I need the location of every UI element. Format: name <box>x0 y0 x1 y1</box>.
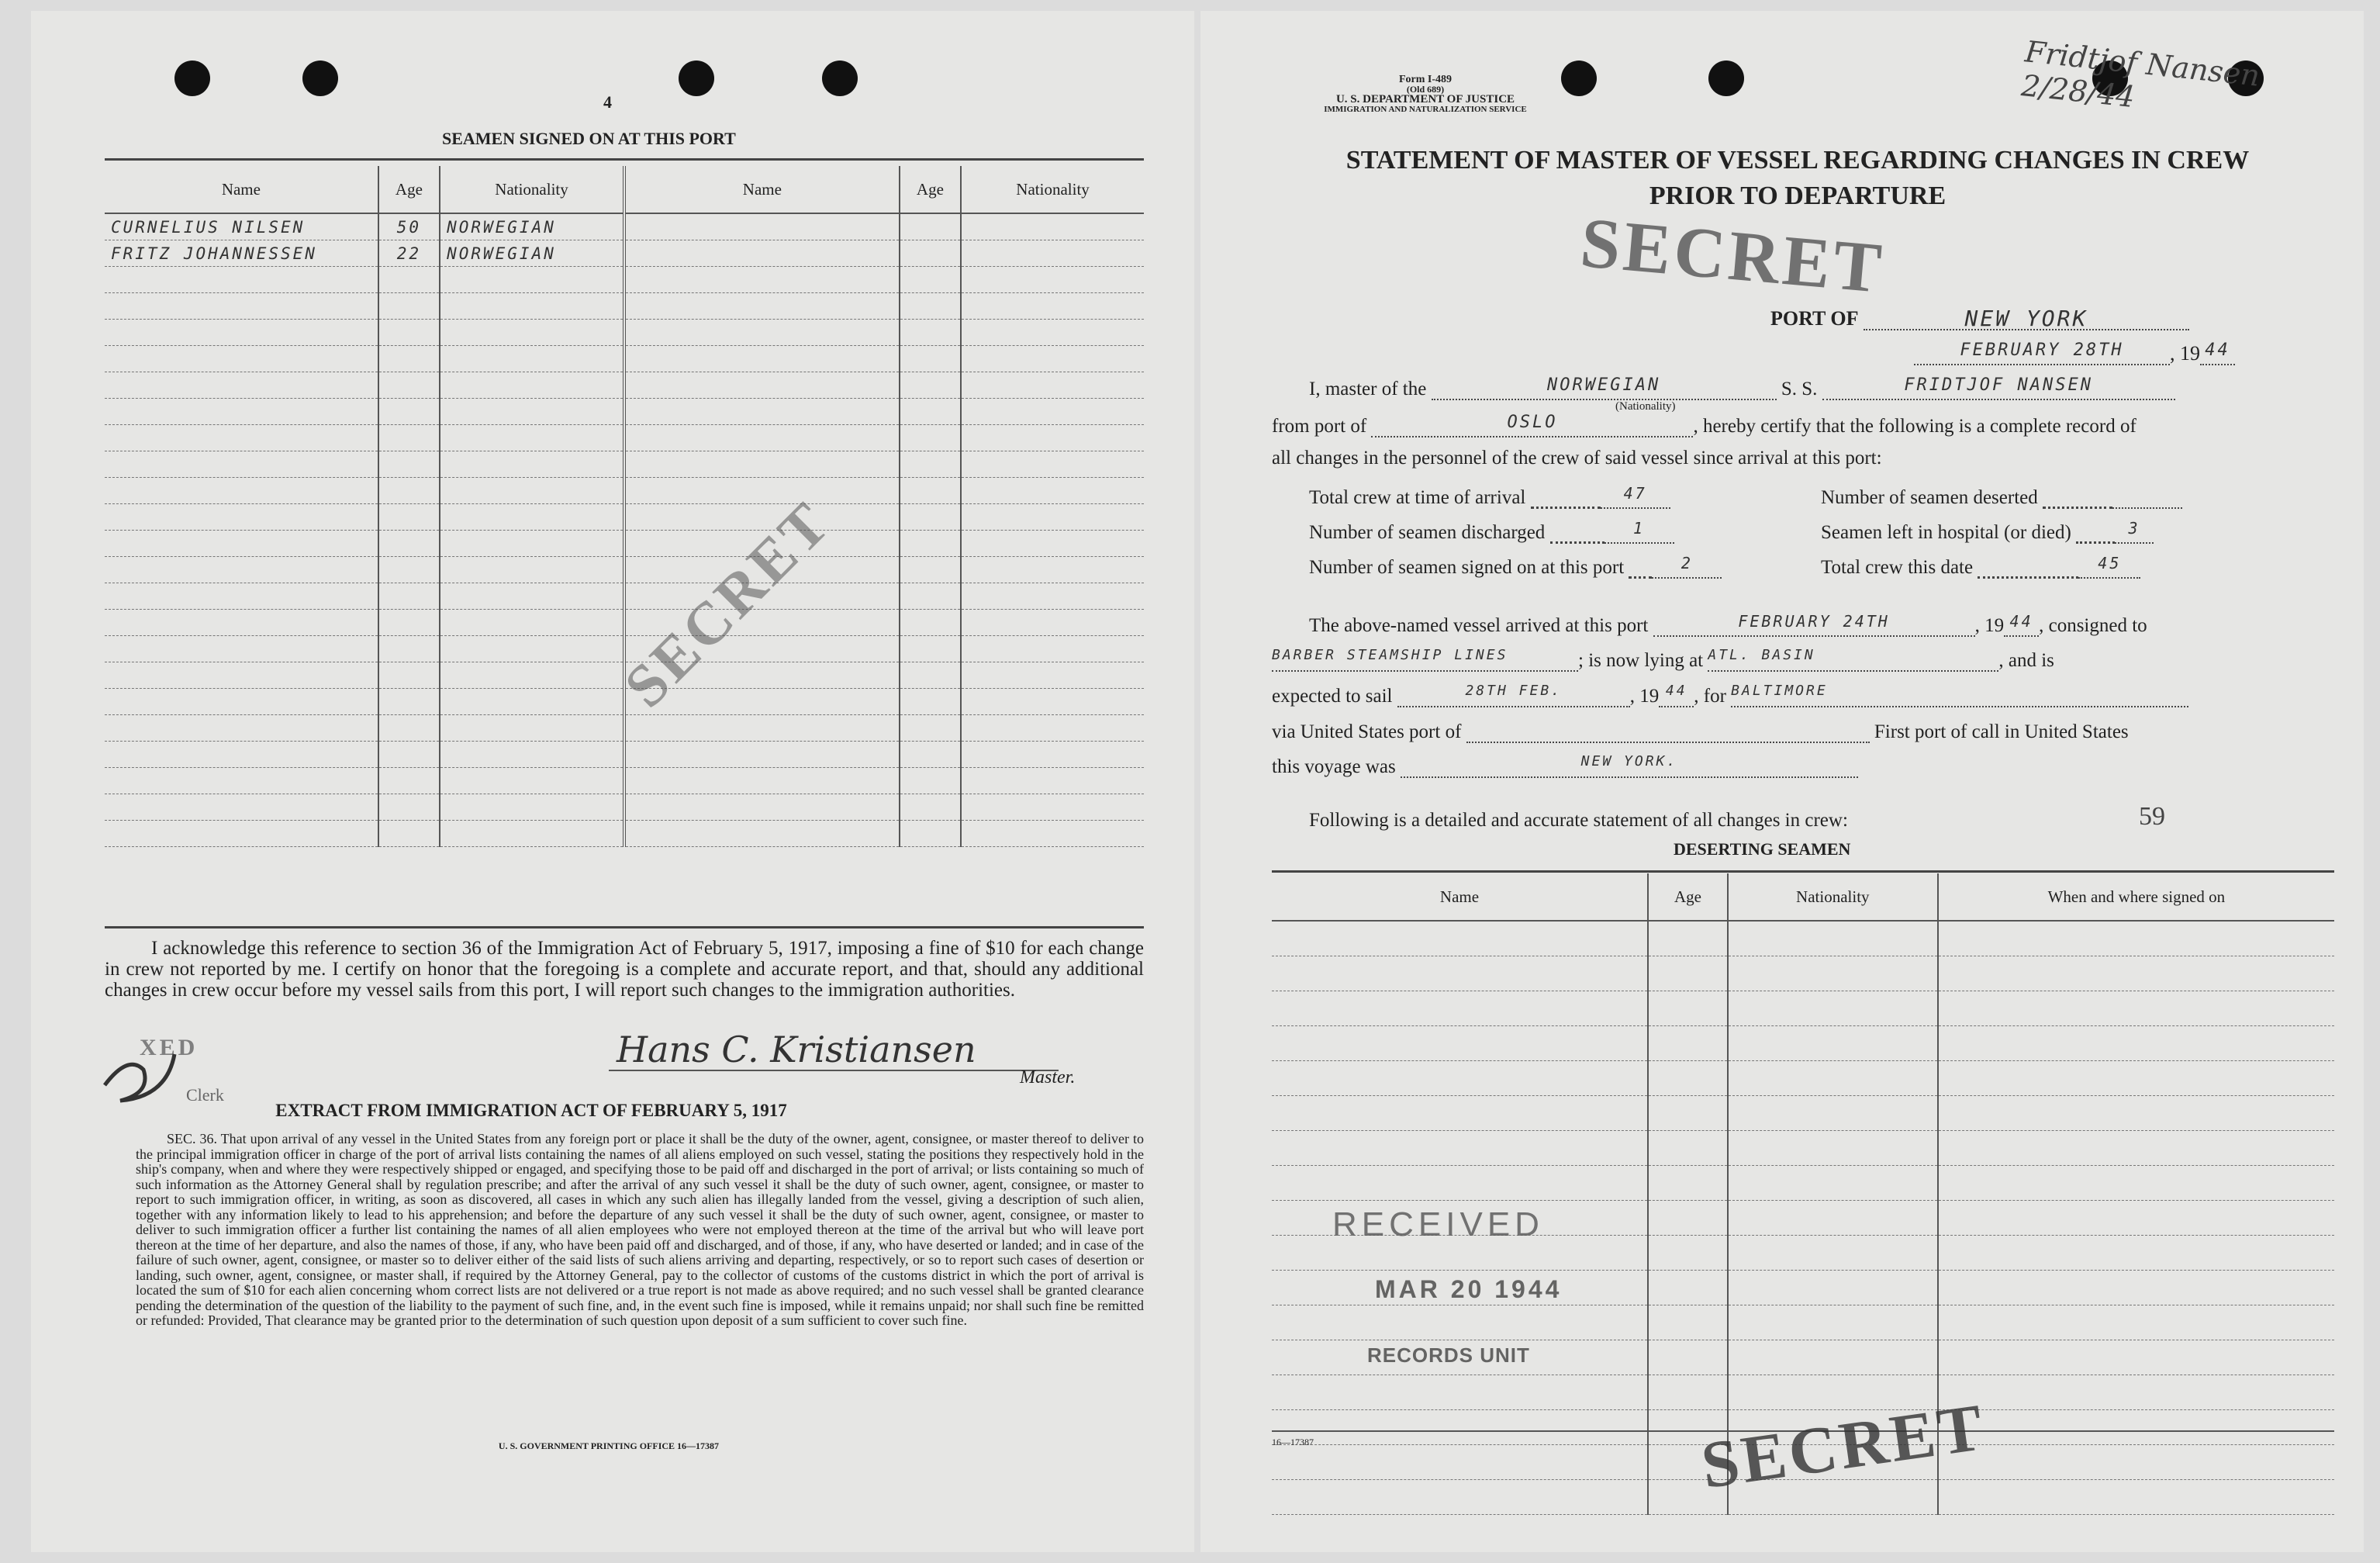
voyage-label: this voyage was <box>1272 756 1396 777</box>
acknowledgement-text: I acknowledge this reference to section 36 of the Immigration Act of February 5, 1917, imposing a fine of $10 for each change in crew not reported by me. I certify on honor that the foregoing is a complete and accurate report, and that, should any additional changes in crew occur before my vessel sails from this port, I will report such changes to the immigration authorities. <box>105 938 1144 1001</box>
department-name: U. S. DEPARTMENT OF JUSTICE <box>1335 93 1515 105</box>
received-stamp: RECEIVED <box>1332 1205 1544 1243</box>
arrived-value: FEBRUARY 24TH <box>1653 612 1975 637</box>
stat-label: Seamen left in hospital (or died) <box>1821 522 2071 543</box>
service-name: IMMIGRATION AND NATURALIZATION SERVICE <box>1324 105 1527 114</box>
via-value-blank <box>1466 718 1870 743</box>
divider <box>1272 870 2334 873</box>
certify-text: , hereby certify that the following is a complete record of <box>1693 416 2136 437</box>
handwritten-note: Fridtjof Nansen 2/28/44 <box>2019 34 2262 115</box>
lying-label: ; is now lying at <box>1578 650 1704 671</box>
left-page <box>31 11 1194 1552</box>
punch-hole <box>174 61 210 96</box>
punch-hole <box>822 61 858 96</box>
title-line-1: STATEMENT OF MASTER OF VESSEL REGARDING CHANGES IN CREW <box>1345 146 2250 175</box>
stat-value <box>2112 484 2182 509</box>
printer-number: 16—17387 <box>1272 1437 1314 1447</box>
date-value: FEBRUARY 28TH <box>1914 341 2170 365</box>
divider <box>105 926 1144 928</box>
master-signature: Hans C. Kristiansen <box>617 1029 976 1070</box>
signature-line <box>609 1070 1059 1071</box>
nationality-caption: (Nationality) <box>1615 400 1676 413</box>
page-number: 4 <box>603 92 612 112</box>
stat-value: 47 <box>1601 484 1670 509</box>
master-label: Master. <box>1020 1067 1076 1088</box>
column-header: When and where signed on <box>1938 873 2334 921</box>
stat-label: Number of seamen signed on at this port <box>1309 557 1625 578</box>
consigned-label: , consigned to <box>2039 615 2147 636</box>
check-mark-icon <box>97 1039 182 1108</box>
following-text: Following is a detailed and accurate statement of all changes in crew: <box>1309 810 1848 831</box>
extract-text: SEC. 36. That upon arrival of any vessel in the United States from any foreign port or place it shall be the duty of the owner, agent, consignee, or master thereof to deliver to the principal immigration officer in charge of the port of arrival lists containing the names of all aliens employed on such vessel, stating the positions they respectively hold in the ship's company, when and where they were respectively shipped or engaged, and specifying those to be paid off and discharged in the port of arrival; or lists containing so much of such information as the Attorney General shall by regulation prescribe; and after the arrival of any such vessel it shall be the duty of such owner, agent, consignee, or master to report to such immigration officer, in writing, as soon as discovered, all cases in which any such alien has illegally landed from the vessel, giving a description of such alien, together with any information likely to lead to his apprehension; and before the departure of any such vessel it shall be the duty of such owner, agent, consignee, or master to deliver to such immigration officer a further list containing the names of all alien employees who were not employed thereon at the time of the arrival but who will leave port thereon at the time of her departure, and also the names of those, if any, who have been paid off and discharged, and of those, if any, who have deserted or landed; and in case of the failure of such owner, agent, consignee, or master so to deliver either of the said lists of such aliens arriving and departing, respectively, or so to report such cases of desertion or landing, such owner, agent, consignee, or master shall, if required by the Attorney General, pay to the collector of customs of the customs district in which the port of arrival is located the sum of $10 for each alien concerning whom correct lists are not delivered or a true report is not made as above required; and no such vessel shall be granted clearance pending the determination of the question of the liability to the payment of such fine, and, in the event such fine is imposed, while it remains unpaid; nor shall such fine be remitted or refunded: Provided, That clearance may be granted prior to the determination of such question upon deposit of a sum sufficient to cover such fine. <box>136 1131 1144 1328</box>
form-number: Form I-489 <box>1398 74 1453 85</box>
form-title <box>1247 143 2348 214</box>
column-header: Nationality <box>440 166 624 213</box>
title-line-2: PRIOR TO DEPARTURE <box>1649 182 1946 210</box>
deserting-heading: DESERTING SEAMEN <box>1674 839 1851 859</box>
arrived-line: The above-named vessel arrived at this port FEBRUARY 24TH , 19 44 , consigned to <box>1309 612 2147 636</box>
extract-heading: EXTRACT FROM IMMIGRATION ACT OF FEBRUARY 5, 1917 <box>275 1101 787 1120</box>
seamen-signed-heading: SEAMEN SIGNED ON AT THIS PORT <box>442 129 736 148</box>
from-port-label: from port of <box>1272 416 1367 437</box>
arrived-label: The above-named vessel arrived at this port <box>1309 615 1649 636</box>
punch-hole <box>302 61 338 96</box>
all-changes-text: all changes in the personnel of the crew of said vessel since arrival at this port: <box>1272 448 1882 469</box>
signed-on-table <box>105 166 1144 847</box>
seaman-name: CURNELIUS NILSEN <box>105 213 378 240</box>
sail-line: expected to sail 28TH FEB. , 19 44 , for BALTIMORE <box>1272 683 2188 707</box>
sail-label: expected to sail <box>1272 686 1393 707</box>
stat-seamen-signed-on <box>1309 554 1722 579</box>
stat-label: Total crew this date <box>1821 557 1974 578</box>
stat-value: 45 <box>2078 554 2140 579</box>
clerk-label: Clerk <box>186 1085 224 1105</box>
secret-stamp: SECRET <box>1577 202 1888 308</box>
form-old-number: (Old 689) <box>1406 84 1445 95</box>
via-label: via United States port of <box>1272 721 1462 742</box>
seaman-age: 22 <box>378 240 440 267</box>
port-of-line <box>1770 306 2189 330</box>
column-header: Nationality <box>1728 873 1938 921</box>
stat-seamen-hospital <box>1821 519 2154 544</box>
nationality-value: NORWEGIAN <box>1432 375 1777 400</box>
divider <box>105 158 1144 161</box>
master-of-label: I, master of the <box>1309 379 1427 399</box>
column-header: Name <box>624 166 900 213</box>
port-label: PORT OF <box>1770 307 1859 330</box>
secret-stamp-bottom: SECRET <box>1697 1388 1991 1503</box>
sail-value: 28TH FEB. <box>1397 683 1630 707</box>
seaman-age: 50 <box>378 213 440 240</box>
via-line <box>1272 718 2129 743</box>
port-value: NEW YORK <box>1864 306 2189 330</box>
stat-total-crew-date <box>1821 554 2140 579</box>
stat-total-crew-arrival <box>1309 484 1670 509</box>
lying-value: ATL. BASIN <box>1708 647 1998 672</box>
stat-seamen-deserted <box>1821 484 2182 509</box>
sail-year: 44 <box>1659 683 1694 707</box>
consignee-line <box>1272 647 2054 672</box>
column-header: Age <box>378 166 440 213</box>
year-value: 44 <box>2200 341 2235 365</box>
records-unit-stamp: RECORDS UNIT <box>1367 1343 1530 1367</box>
right-page <box>1200 11 2364 1552</box>
year-prefix: 19 <box>2180 342 2200 365</box>
stat-label: Number of seamen deserted <box>1821 487 2038 508</box>
seaman-nationality: NORWEGIAN <box>440 240 624 267</box>
master-of-line <box>1309 375 2175 400</box>
column-header: Age <box>900 166 961 213</box>
checked-stamp: XED <box>140 1035 199 1060</box>
punch-hole <box>679 61 714 96</box>
stat-label: Number of seamen discharged <box>1309 522 1546 543</box>
seaman-nationality: NORWEGIAN <box>440 213 624 240</box>
seaman-name: FRITZ JOHANNESSEN <box>105 240 378 267</box>
page-count: 59 <box>2139 802 2165 831</box>
voyage-value: NEW YORK. <box>1401 753 1858 778</box>
ss-label: S. S. <box>1781 379 1818 399</box>
punch-hole <box>1708 61 1744 96</box>
voyage-line <box>1272 753 1858 778</box>
date-line: FEBRUARY 28TH , 19 44 <box>1914 341 2235 365</box>
form-header <box>1263 74 1588 115</box>
column-header: Nationality <box>961 166 1144 213</box>
table-row <box>105 240 1144 267</box>
and-is-label: , and is <box>1998 650 2054 671</box>
stat-value: 1 <box>1605 519 1674 544</box>
stat-seamen-discharged <box>1309 519 1674 544</box>
for-value: BALTIMORE <box>1731 683 2188 707</box>
printer-line: U. S. GOVERNMENT PRINTING OFFICE 16—17387 <box>498 1440 720 1451</box>
stat-value: 2 <box>1652 554 1722 579</box>
first-port-label: First port of call in United States <box>1874 721 2129 742</box>
stat-value: 3 <box>2115 519 2154 544</box>
from-port-value: OSLO <box>1371 413 1693 437</box>
table-row <box>105 213 1144 240</box>
for-label: , for <box>1694 686 1726 707</box>
ship-name-value: FRIDTJOF NANSEN <box>1822 375 2175 400</box>
column-header: Age <box>1648 873 1728 921</box>
consignee-value: BARBER STEAMSHIP LINES <box>1272 647 1578 672</box>
arrived-year: 44 <box>2004 612 2039 637</box>
column-header: Name <box>1272 873 1648 921</box>
stat-label: Total crew at time of arrival <box>1309 487 1526 508</box>
from-port-line <box>1272 413 2136 437</box>
column-header: Name <box>105 166 378 213</box>
received-date: MAR 20 1944 <box>1375 1275 1563 1303</box>
secret-stamp: SECRET <box>611 488 844 721</box>
